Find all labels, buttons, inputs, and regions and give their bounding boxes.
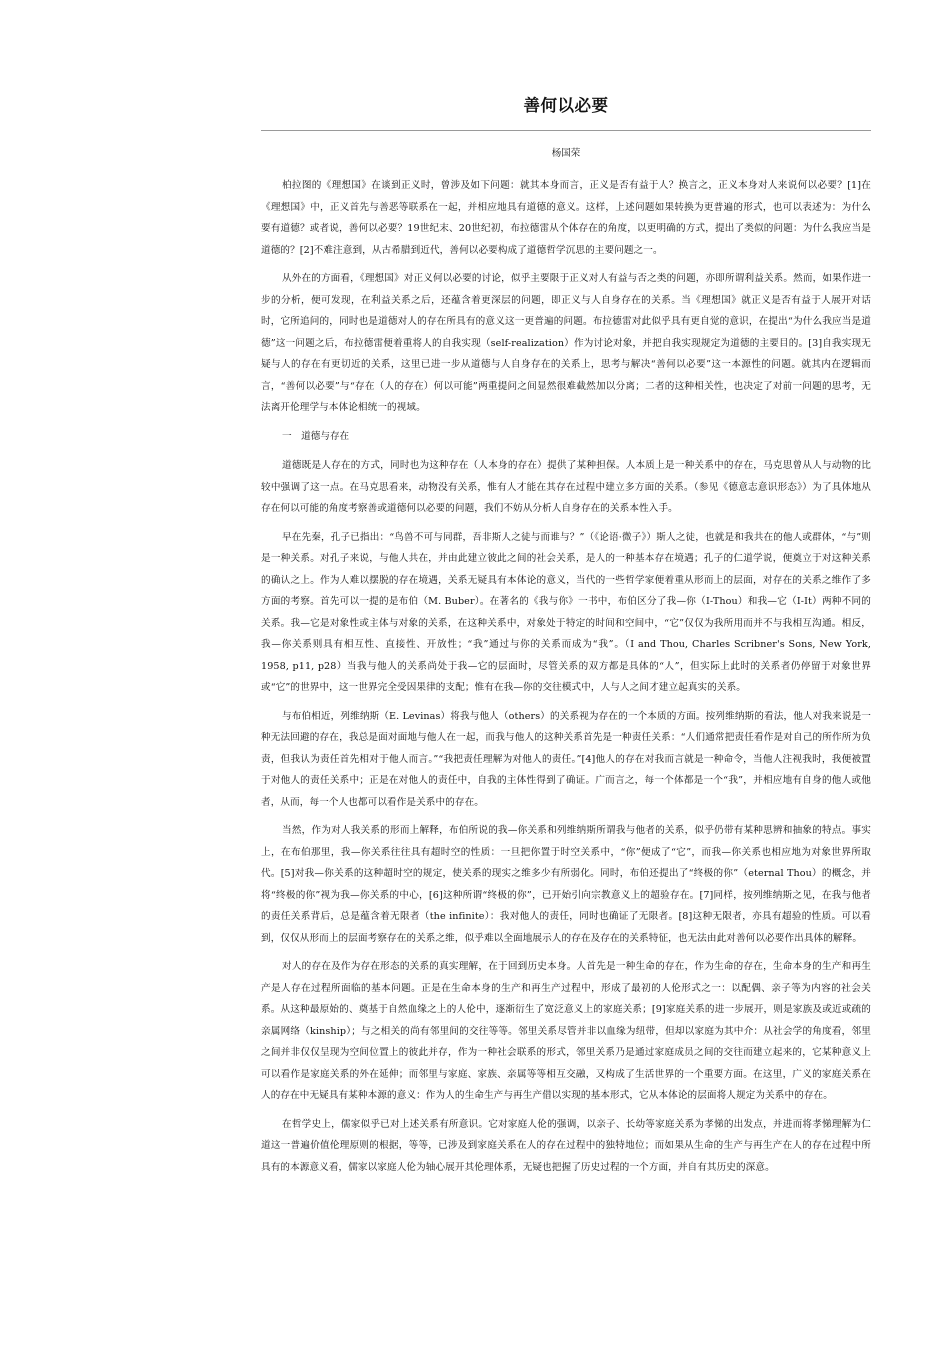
paragraph-7: 对人的存在及作为存在形态的关系的真实理解，在于回到历史本身。人首先是一种生命的存在，作为生命的存在，生命本身的生产和再生产是人存在过程所面临的基本问题。正是在生命本身的生产和再生产过程中，形成了最初的人伦形式之一：以配偶、亲子等为内容的社会关系。从这种最原始的、奠基于自然血缘之上的人伦中，逐渐衍生了宽泛意义上的家庭关系；[9]家庭关系的进一步展开，则是家族及或近或疏的亲属网络（kinship）；与之相关的尚有邻里间的交往等等。邻里关系尽管并非以血缘为纽带，但却以家庭为其中介：从社会学的角度看，邻里之间并非仅仅呈现为空间位置上的彼此并存，作为一种社会联系的形式，邻里关系乃是通过家庭成员之间的交往而建立起来的，它某种意义上可以看作是家庭关系的外在延伸；而邻里与家庭、家族、亲属等等相互交融，又构成了生活世界的一个重要方面。在这里，广义的家庭关系在人的存在中无疑具有某种本源的意义：作为人的生命生产与再生产借以实现的基本形式，它从本体论的层面将人规定为关系中的存在。 — [261, 961, 871, 1101]
paragraph-6: 当然，作为对人我关系的形而上解释，布伯所说的我—你关系和列维纳斯所谓我与他者的关系，似乎仍带有某种思辨和抽象的特点。事实上，在布伯那里，我—你关系往往具有超时空的性质：一旦把你置于时空关系中，“你”便成了“它”，而我—你关系也相应地为对象世界所取代。[5]对我—你关系的这种超时空的规定，使关系的现实之维多少有所弱化。同时，布伯还提出了“终极的你”（eternal Thou）的概念，并将“终极的你”视为我—你关系的中心，[6]这种所谓“终极的你”，已开始引向宗教意义上的超验存在。[7]同样，按列维纳斯之见，在我与他者的责任关系背后，总是蕴含着无限者（the infinite）：我对他人的责任，同时也确证了无限者。[8]这种无限者，亦具有超验的性质。可以看到，仅仅从形而上的层面考察存在的关系之维，似乎难以全面地展示人的存在及存在的关系特征，也无法由此对善何以必要作出具体的解释。 — [261, 825, 871, 944]
section-heading: 一 道德与存在 — [282, 430, 350, 442]
paragraph-3: 道德既是人存在的方式，同时也为这种存在（人本身的存在）提供了某种担保。人本质上是一种关系中的存在，马克思曾从人与动物的比较中强调了这一点。在马克思看来，动物没有关系，惟有人才能在其存在过程中建立多方面的关系。（参见《德意志意识形态》）为了具体地从存在何以可能的角度考察善或道德何以必要的问题，我们不妨从分析人自身存在的关系本性入手。 — [261, 460, 871, 514]
paragraph-5: 与布伯相近，列维纳斯（E. Levinas）将我与他人（others）的关系视为存在的一个本质的方面。按列维纳斯的看法，他人对我来说是一种无法回避的存在，我总是面对面地与他人在一起，而我与他人的这种关系首先是一种责任关系：“人们通常把责任看作是对自己的所作所为负责，但我认为责任首先相对于他人而言。”“我把责任理解为对他人的责任。”[4]他人的存在对我而言就是一种命令，当他人注视我时，我便被置于对他人的责任关系中；正是在对他人的责任中，自我的主体性得到了确证。广而言之，每一个体都是一个“我”，并相应地有自身的他人或他者，从而，每一个人也都可以看作是关系中的存在。 — [261, 710, 871, 808]
paragraph-4: 早在先秦，孔子已指出：“鸟兽不可与同群，吾非斯人之徒与而谁与？”（《论语·微子》）斯人之徒，也就是和我共在的他人或群体，“与”则是一种关系。对孔子来说，与他人共在，并由此建立彼此之间的社会关系，是人的一种基本存在境遇；孔子的仁道学说，便奠立于对这种关系的确认之上。作为人难以摆脱的存在境遇，关系无疑具有本体论的意义，当代的一些哲学家便着重从形而上的层面，对存在的关系之维作了多方面的考察。首先可以一提的是布伯（M. Buber）。在著名的《我与你》一书中，布伯区分了我—你（I-Thou）和我—它（I-It）两种不同的关系。我—它是对象性或主体与对象的关系，在这种关系中，对象处于特定的时间和空间中，“它”仅仅为我所用而并不与我相互沟通。相反，我—你关系则具有相互性、直接性、开放性；“我”通过与你的关系而成为“我”。（I and Thou, Charles Scribner's Sons, New York, 1958, p11, p28）当我与他人的关系尚处于我—它的层面时，尽管关系的双方都是具体的“人”，但实际上此时的关系者仍停留于对象世界或“它”的世界中，这一世界完全受因果律的支配；惟有在我—你的交往模式中，人与人之间才建立起真实的关系。 — [261, 531, 871, 693]
paragraph-1: 柏拉图的《理想国》在谈到正义时，曾涉及如下问题：就其本身而言，正义是否有益于人？换言之，正义本身对人来说何以必要？[1]在《理想国》中，正义首先与善恶等联系在一起，并相应地具有道德的意义。这样，上述问题如果转换为更普遍的形式，也可以表述为：为什么要有道德？或者说，善何以必要？19世纪末、20世纪初，布拉德雷从个体存在的角度，以更明确的方式，提出了类似的问题：为什么我应当是道德的？[2]不难注意到，从古希腊到近代，善何以必要构成了道德哲学沉思的主要问题之一。 — [261, 180, 871, 256]
paragraph-8: 在哲学史上，儒家似乎已对上述关系有所意识。它对家庭人伦的强调，以亲子、长幼等家庭关系为孝悌的出发点，并进而将孝悌理解为仁道这一普遍价值伦理原则的根据，等等，已涉及到家庭关系在人的存在过程中的独特地位；而如果从生命的生产与再生产在人的存在过程中所具有的本源意义看，儒家以家庭人伦为轴心展开其伦理体系，无疑也把握了历史过程的一个方面，并自有其历史的深意。 — [261, 1118, 871, 1173]
article-title: 善何以必要 — [523, 96, 609, 115]
title-divider — [261, 130, 871, 131]
paragraph-2: 从外在的方面看，《理想国》对正义何以必要的讨论，似乎主要限于正义对人有益与否之类的问题，亦即所谓利益关系。然而，如果作进一步的分析，便可发现，在利益关系之后，还蕴含着更深层的问题，即正义与人自身存在的关系。当《理想国》就正义是否有益于人展开对话时，它所追问的，同时也是道德对人的存在所具有的意义这一更普遍的问题。布拉德雷对此似乎具有更自觉的意识，在提出“为什么我应当是道德”这一问题之后，布拉德雷便着重将人的自我实现（self-realization）作为讨论对象，并把自我实现规定为道德的主要目的。[3]自我实现无疑与人的存在有更切近的关系，这里已进一步从道德与人自身存在的关系上，思考与解决“善何以必要”这一本源性的问题。就其内在逻辑而言，“善何以必要”与“存在（人的存在）何以可能”两重提问之间显然很难截然加以分离；二者的这种相关性，也决定了对前一问题的思考，无法离开伦理学与本体论相统一的视域。 — [261, 273, 871, 413]
article — [261, 82, 871, 1185]
article-author: 杨国荣 — [551, 148, 581, 159]
